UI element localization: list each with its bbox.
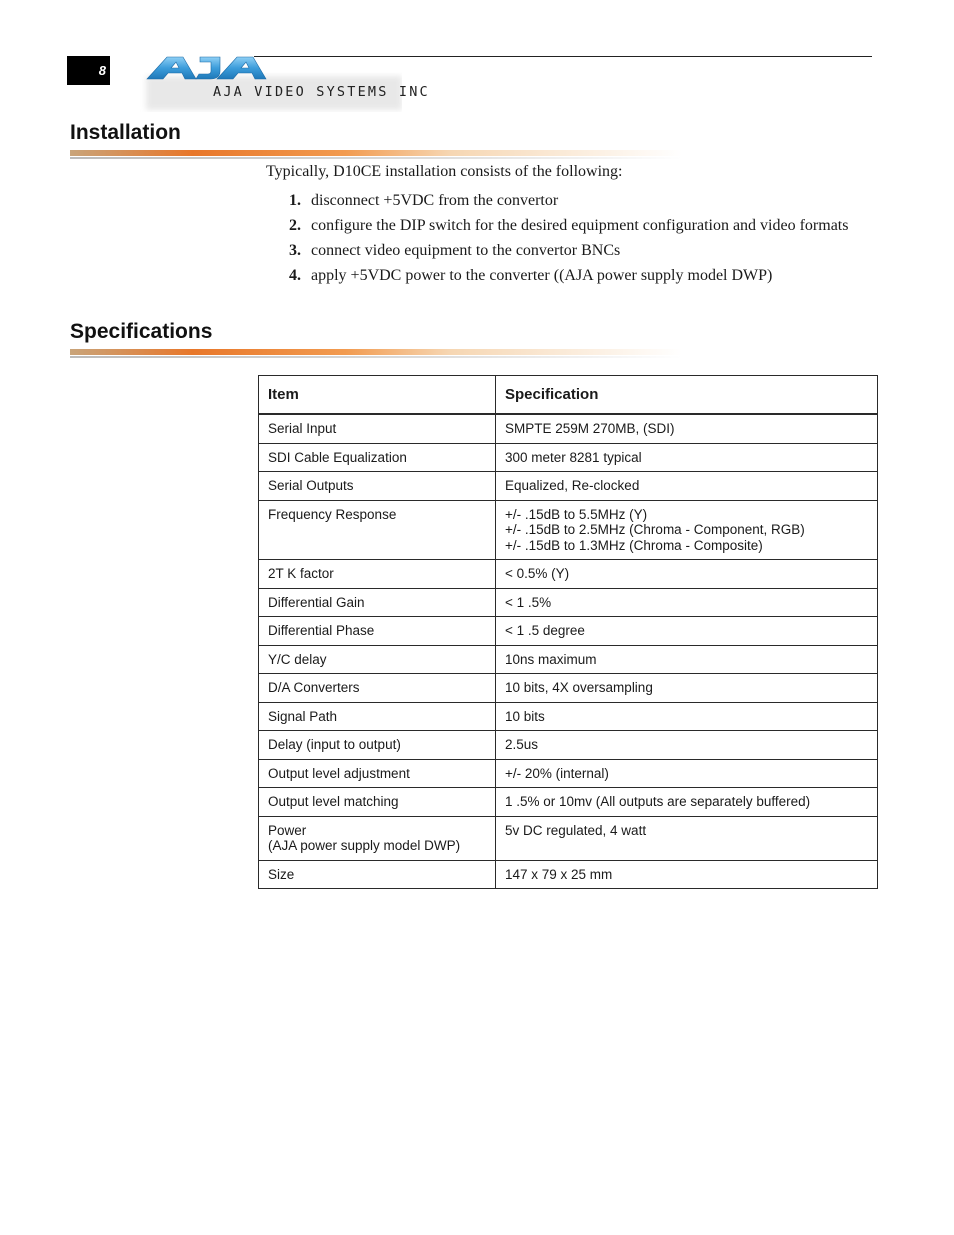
table-row: [259, 500, 878, 560]
specification-cell-line: 10 bits, 4X oversampling: [505, 680, 653, 695]
item-cell-line: Differential Phase: [268, 623, 375, 638]
specification-cell-line: 5v DC regulated, 4 watt: [505, 822, 647, 838]
specification-cell-line: Equalized, Re-clocked: [505, 478, 640, 493]
specification-cell: [496, 860, 878, 889]
specification-cell-line: < 1 .5%: [505, 594, 552, 610]
specification-cell: [496, 443, 878, 472]
specification-cell-line: 1 .5% or 10mv (All outputs are separately buffered): [505, 794, 811, 809]
specification-cell: [496, 588, 878, 617]
specifications-table: [258, 375, 878, 889]
item-cell-line: D/A Converters: [268, 680, 360, 695]
specifications-title-rule: [70, 349, 682, 355]
specification-cell-line: 300 meter 8281 typical: [505, 449, 642, 465]
specification-cell: [496, 702, 878, 731]
item-cell: [259, 443, 496, 472]
item-cell: [259, 472, 496, 501]
specification-cell-line: 2.5us: [505, 737, 539, 752]
specification-cell: [496, 500, 878, 560]
specification-cell-line: +/- .15dB to 2.5MHz (Chroma - Component, RGB): [505, 522, 805, 537]
item-cell: [259, 617, 496, 646]
item-cell-line: Signal Path: [268, 708, 338, 724]
specification-cell: [496, 759, 878, 788]
specification-cell-line: +/- .15dB to 5.5MHz (Y): [505, 506, 648, 522]
installation-step: [289, 214, 848, 239]
table-row: [259, 759, 878, 788]
table-row: [259, 414, 878, 443]
item-cell-line: Y/C delay: [268, 651, 327, 667]
specification-cell-line: < 1 .5 degree: [505, 623, 585, 638]
item-cell: [259, 759, 496, 788]
item-cell: [259, 731, 496, 760]
step-text: apply +5VDC power to the converter ((AJA power supply model DWP): [311, 267, 773, 284]
step-number: 4.: [289, 267, 301, 284]
item-cell-line: Size: [268, 866, 295, 882]
installation-title-rule: [70, 150, 682, 156]
table-row: [259, 472, 878, 501]
step-number: 1.: [289, 192, 301, 209]
table-row: [259, 617, 878, 646]
column-header-item: Item: [259, 376, 496, 415]
table-row: [259, 702, 878, 731]
step-number: 3.: [289, 242, 301, 259]
table-row: [259, 645, 878, 674]
installation-intro: Typically, D10CE installation consists of the following:: [266, 163, 623, 180]
specifications-title: Specifications: [70, 320, 213, 343]
table-row: [259, 588, 878, 617]
specification-cell: [496, 617, 878, 646]
item-cell-line: (AJA power supply model DWP): [268, 838, 461, 853]
item-cell-line: Output level matching: [268, 794, 399, 809]
page-number: 8: [67, 56, 110, 85]
specification-cell-line: 10 bits: [505, 708, 545, 724]
specification-cell: [496, 731, 878, 760]
table-row: [259, 731, 878, 760]
specification-cell-line: 10ns maximum: [505, 651, 597, 667]
installation-step: [289, 239, 848, 264]
step-text: configure the DIP switch for the desired equipment configuration and video formats: [311, 217, 849, 234]
column-header-specification: Specification: [496, 376, 878, 415]
item-cell-line: Power: [268, 822, 307, 838]
specification-cell-line: +/- .15dB to 1.3MHz (Chroma - Composite): [505, 537, 763, 553]
item-cell: [259, 674, 496, 703]
table-row: [259, 816, 878, 860]
table-header-row: [259, 376, 878, 415]
item-cell: [259, 588, 496, 617]
aja-logo: [140, 54, 402, 112]
specification-cell: [496, 472, 878, 501]
item-cell: [259, 500, 496, 560]
item-cell: [259, 860, 496, 889]
table-row: [259, 674, 878, 703]
item-cell-line: Serial Input: [268, 421, 337, 436]
specification-cell-line: 147 x 79 x 25 mm: [505, 866, 613, 882]
item-cell-line: Delay (input to output): [268, 737, 401, 752]
item-cell-line: Differential Gain: [268, 594, 365, 610]
step-text: disconnect +5VDC from the convertor: [311, 192, 559, 209]
item-cell-line: SDI Cable Equalization: [268, 449, 407, 465]
installation-step: [289, 264, 848, 289]
item-cell-line: 2T K factor: [268, 566, 334, 581]
item-cell-line: Frequency Response: [268, 506, 397, 522]
installation-title: Installation: [70, 121, 181, 144]
specification-cell: [496, 645, 878, 674]
table-row: [259, 443, 878, 472]
specification-cell-line: SMPTE 259M 270MB, (SDI): [505, 421, 675, 436]
item-cell-line: Output level adjustment: [268, 765, 410, 781]
table-row: [259, 560, 878, 589]
specification-cell: [496, 674, 878, 703]
specification-cell-line: < 0.5% (Y): [505, 566, 570, 581]
specification-cell: [496, 816, 878, 860]
item-cell-line: Serial Outputs: [268, 478, 354, 493]
item-cell: [259, 560, 496, 589]
installation-step: [289, 189, 848, 214]
item-cell: [259, 816, 496, 860]
item-cell: [259, 414, 496, 443]
item-cell: [259, 788, 496, 817]
item-cell: [259, 645, 496, 674]
specification-cell: [496, 414, 878, 443]
logo-subtitle: AJA VIDEO SYSTEMS INC: [213, 84, 430, 100]
table-row: [259, 860, 878, 889]
specifications-table-body: [259, 414, 878, 889]
table-row: [259, 788, 878, 817]
item-cell: [259, 702, 496, 731]
installation-steps: [289, 189, 848, 289]
specification-cell-line: +/- 20% (internal): [505, 765, 609, 781]
specification-cell: [496, 788, 878, 817]
step-number: 2.: [289, 217, 301, 234]
step-text: connect video equipment to the convertor BNCs: [311, 242, 621, 259]
specification-cell: [496, 560, 878, 589]
